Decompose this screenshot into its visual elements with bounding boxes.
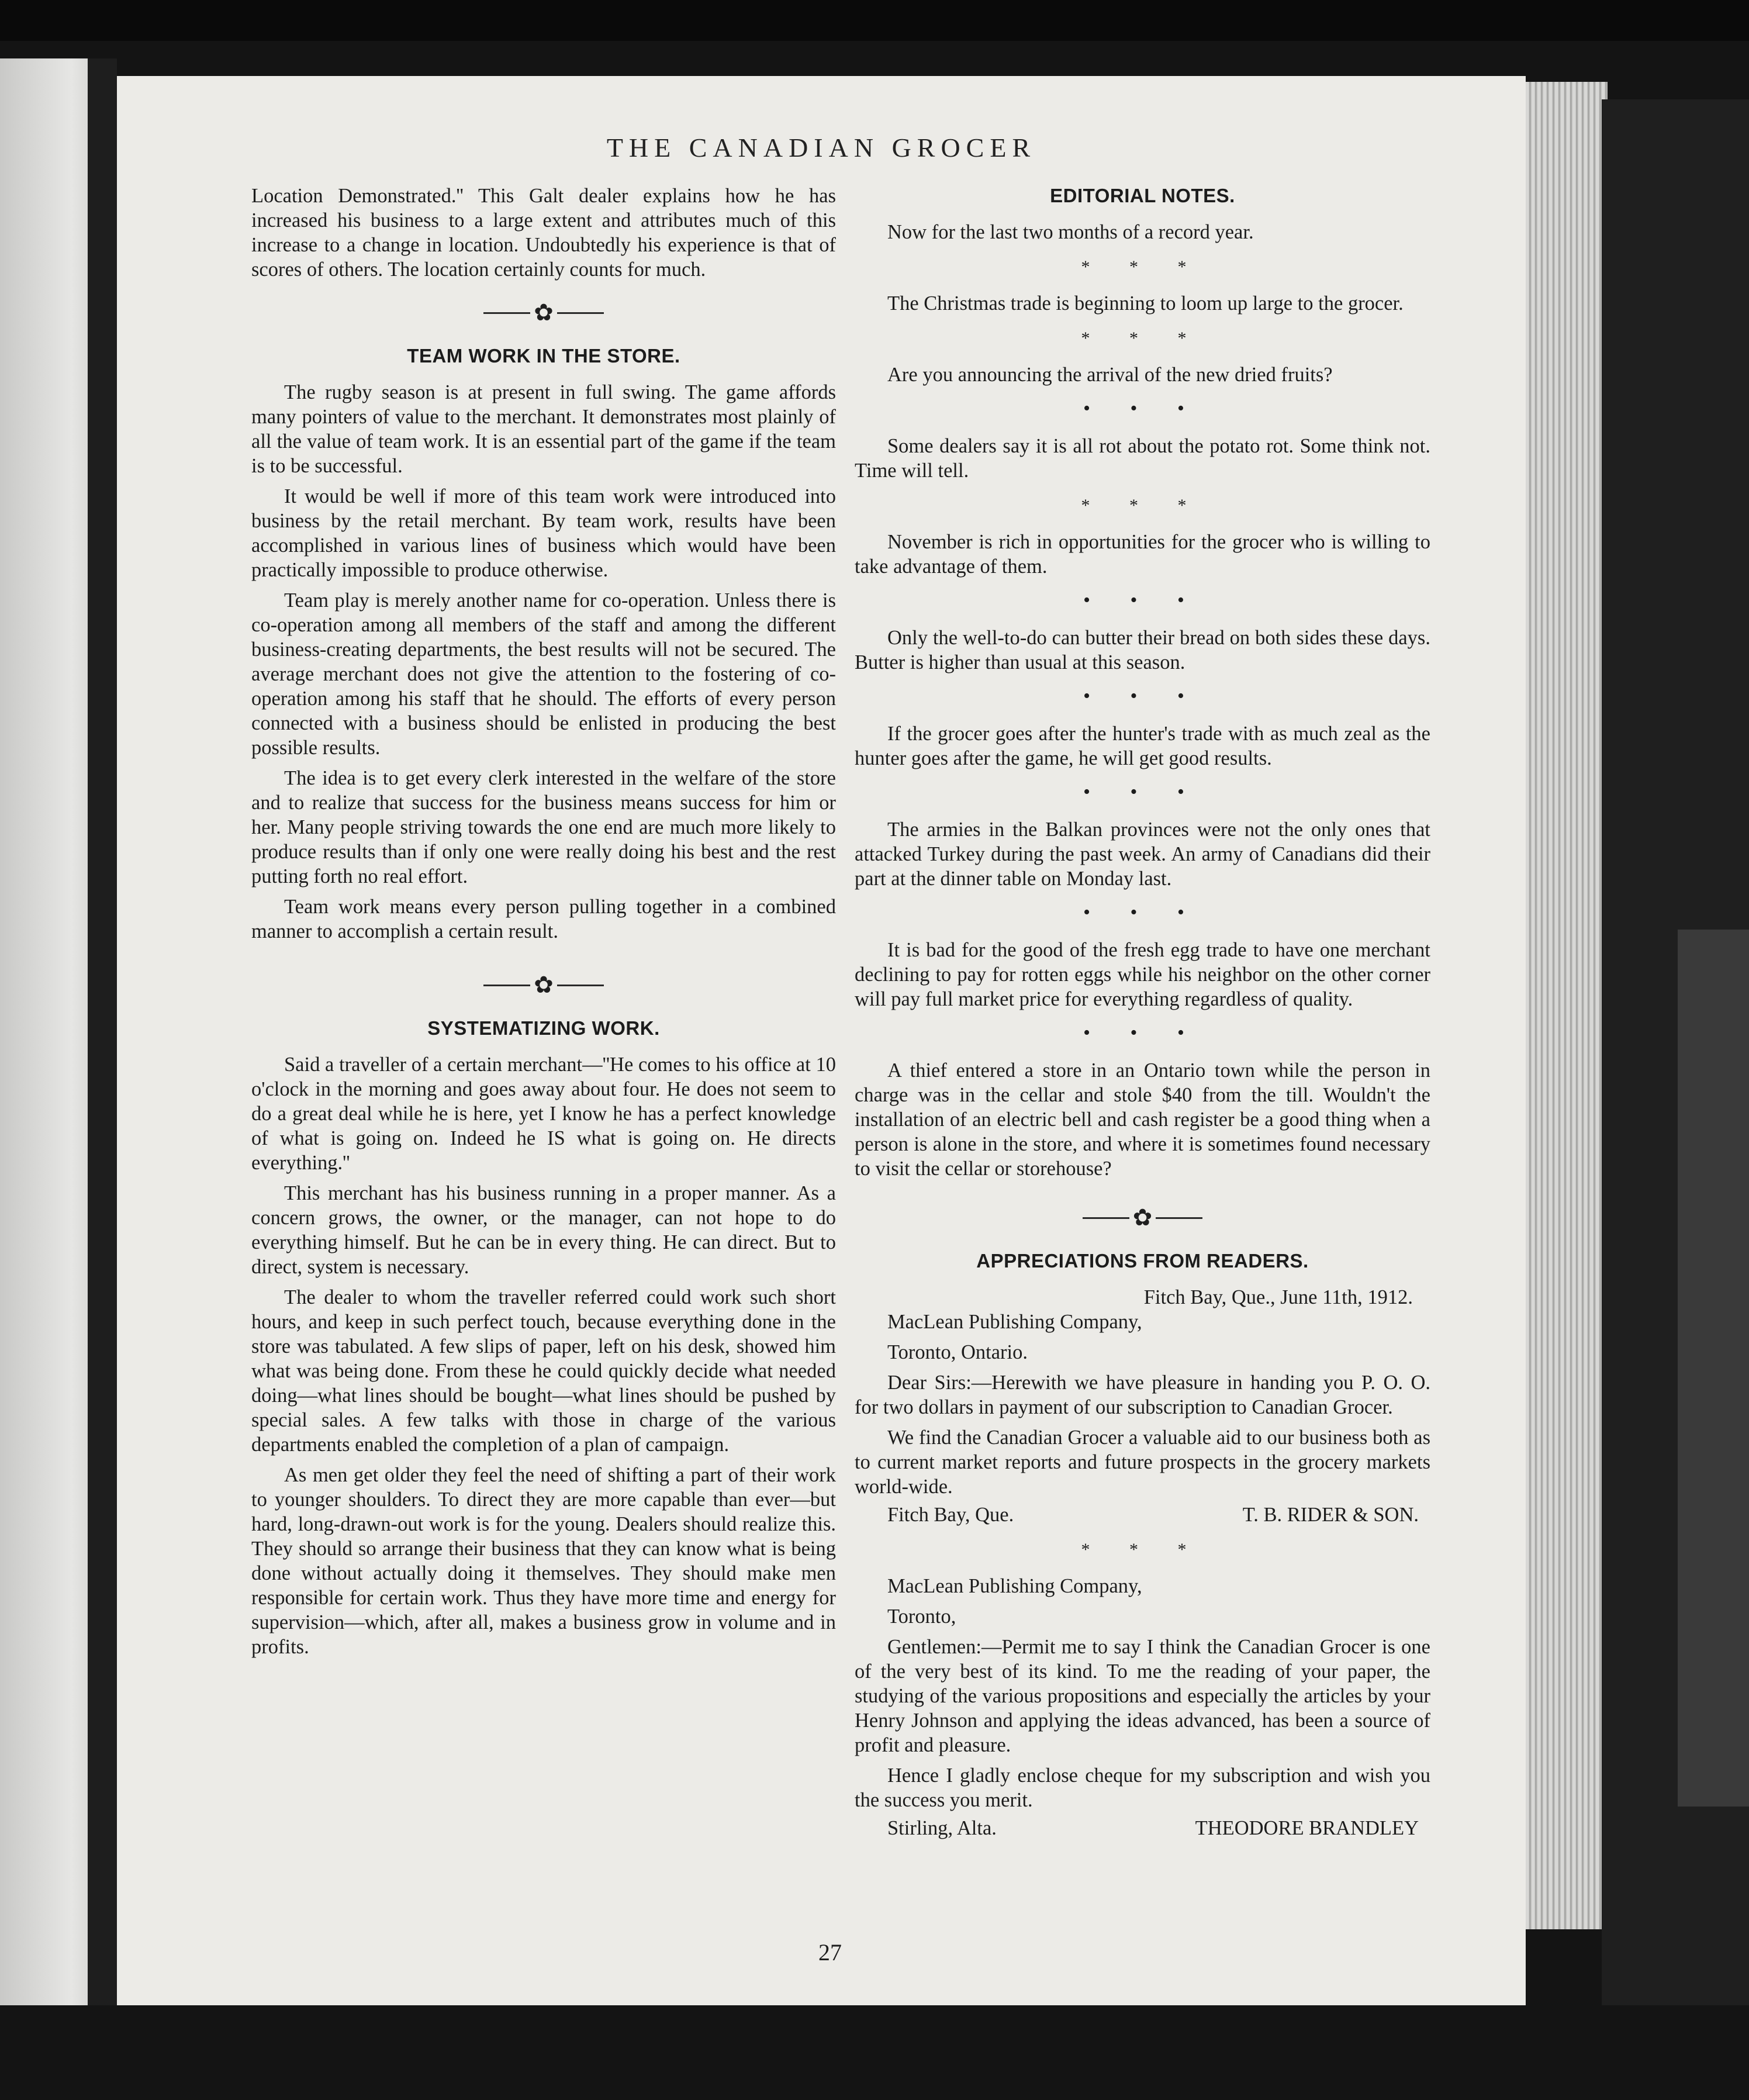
editorial-note [855, 530, 1430, 579]
left-column [251, 184, 836, 1659]
article-paragraph: As men get older they feel the need of shifting a part of their work to younger shoulders. To direct they are more capable than ever—but hard, long-drawn-out work is for the young. Dealers should realize this. They should so arrange their business that they can know what is being done without actually doing it themselves. They should make men responsible for certain work. Thus they have more time and energy for supervision—which, after all, makes a business grow in volume and in profits. [251, 1464, 836, 1659]
letter-signoff [855, 1816, 1430, 1840]
note-separator: • • • [1083, 781, 1202, 803]
running-title: THE CANADIAN GROCER [606, 133, 1036, 163]
note-text: Are you announcing the arrival of the new dried fruits? [887, 364, 1333, 386]
right-column [855, 184, 1430, 1844]
letter-place: Fitch Bay, Que. [887, 1504, 1014, 1526]
editorial-note [855, 721, 1430, 771]
letter-rider [855, 1285, 1430, 1527]
letter-place: Stirling, Alta. [887, 1817, 997, 1840]
scan-border-top [0, 0, 1749, 41]
article-paragraph: Team play is merely another name for co-operation. Unless there is co-operation among all members of the staff and among the different business-creating departments, the best results will not be secured. The average merchant does not give the attention to the fostering of co-operation among his staff that he should. The efforts of every person connected with a business should be enlisted in producing the best possible results. [251, 589, 836, 759]
note-separator: • • • [1083, 685, 1202, 707]
letter-paragraph: Gentlemen:—Permit me to say I think the Canadian Grocer is one of the very best of its kind. To me the reading of your paper, the studying of the various propositions and especially the articles by your Henry Johnson and applying the ideas advanced, has been a source of profit and pleasure. [855, 1636, 1430, 1757]
editorial-note [855, 1058, 1430, 1181]
note-separator: • • • [1083, 1022, 1202, 1044]
note-separator: * * * [1081, 496, 1204, 515]
letter-addressee: MacLean Publishing Company, [887, 1575, 1142, 1598]
note-text: Only the well-to-do can butter their bread on both sides these days. Butter is higher than usual at this season. [855, 627, 1430, 673]
systematizing-heading: SYSTEMATIZING WORK. [427, 1017, 660, 1039]
intro-paragraph: Location Demonstrated.'' This Galt dealer explains how he has increased his business to a large extent and attributes much of this increase to a change in location. Undoubtedly his experience is that of scores of others. The location certainly counts for much. [251, 185, 836, 281]
editorial-note [855, 626, 1430, 675]
article-paragraph: The idea is to get every clerk interested in the welfare of the store and to realize that success for the business means success for him or her. Many people striving towards the one end are much more likely to produce results than if only one were really doing his best and the rest putting forth no real effort. [251, 767, 836, 888]
ornament-rule [557, 985, 604, 986]
ornament-rule [557, 312, 604, 314]
letter-signoff [855, 1503, 1430, 1527]
ornament-rule [1156, 1217, 1202, 1219]
flower-icon: ✿ [1132, 1204, 1153, 1231]
flower-icon: ✿ [534, 972, 554, 999]
page-number: 27 [818, 1939, 842, 1966]
ornament-rule [483, 312, 530, 314]
letter-city: Toronto, [887, 1605, 956, 1628]
note-text: A thief entered a store in an Ontario town while the person in charge was in the cellar and stole $40 from the till. Wouldn't the installation of an electric bell and cash register be a good thing when a person is alone in the store, and where it is sometimes found necessary to visit the cellar or storehouse? [855, 1059, 1430, 1180]
section-ornament [855, 1204, 1430, 1230]
article-paragraph: This merchant has his business running in a proper manner. As a concern grows, the owner, or the manager, can not hope to do everything himself. But he can be in every thing. He can direct. But to direct, system is necessary. [251, 1182, 836, 1279]
letter-signature: THEODORE BRANDLEY [1195, 1817, 1419, 1840]
flower-icon: ✿ [534, 299, 554, 326]
note-text: The Christmas trade is beginning to loom up large to the grocer. [887, 292, 1404, 315]
letter-paragraph: We find the Canadian Grocer a valuable aid to our business both as to current market reports and future prospects in the grocery markets world-wide. [855, 1427, 1430, 1498]
ornament-rule [1083, 1217, 1129, 1219]
note-text: It is bad for the good of the fresh egg trade to have one merchant declining to pay for rotten eggs while his neighbor on the other corner will pay full market price for everything regardless of quality. [855, 939, 1430, 1010]
letter-separator: * * * [1081, 1540, 1204, 1560]
letter-signature: T. B. RIDER & SON. [1242, 1504, 1419, 1526]
editorial-note [855, 291, 1430, 316]
note-text: November is rich in opportunities for the grocer who is willing to take advantage of them. [855, 531, 1430, 578]
note-text: If the grocer goes after the hunter's trade with as much zeal as the hunter goes after the game, he will get good results. [855, 723, 1430, 769]
note-text: Some dealers say it is all rot about the potato rot. Some think not. Time will tell. [855, 435, 1430, 482]
book-gutter [88, 58, 117, 2005]
note-text: Now for the last two months of a record year. [887, 221, 1254, 243]
editorial-note [855, 220, 1430, 244]
letter-paragraph: Hence I gladly enclose cheque for my subscription and wish you the success you merit. [855, 1764, 1430, 1812]
scan-border-strip [1678, 930, 1749, 1807]
section-ornament [251, 299, 836, 325]
note-separator: • • • [1083, 902, 1202, 923]
letter-brandley [855, 1574, 1430, 1840]
article-paragraph: It would be well if more of this team work were introduced into business by the retail merchant. By team work, results have been accomplished in various lines of business which would have been practically impossible to produce otherwise. [251, 485, 836, 582]
team-work-heading: TEAM WORK IN THE STORE. [407, 345, 680, 367]
ornament-rule [483, 985, 530, 986]
page-stack-edge [1526, 82, 1608, 1929]
letter-city: Toronto, Ontario. [887, 1341, 1028, 1364]
editorial-note [855, 938, 1430, 1011]
note-text: The armies in the Balkan provinces were not the only ones that attacked Turkey during the past week. An army of Canadians did their part at the dinner table on Monday last. [855, 818, 1430, 890]
letter-paragraph: Dear Sirs:—Herewith we have pleasure in handing you P. O. O. for two dollars in payment of our subscription to Canadian Grocer. [855, 1372, 1430, 1419]
letter-date: Fitch Bay, Que., June 11th, 1912. [1143, 1286, 1413, 1309]
facing-page-edge [0, 58, 102, 2005]
note-separator: * * * [1081, 257, 1204, 277]
note-separator: * * * [1081, 329, 1204, 348]
note-separator: • • • [1083, 398, 1202, 419]
article-paragraph: The dealer to whom the traveller referred could work such short hours, and keep in such perfect touch, because everything done in the store was tabulated. A few slips of paper, left on his desk, showed him what was being done. From these he could quickly decide what needed doing—what lines should be bought—what lines should be pushed by special sales. A few talks with those in charge of the various departments enabled the completion of a plan of campaign. [251, 1286, 836, 1456]
editorial-heading: EDITORIAL NOTES. [1050, 185, 1235, 206]
editorial-note [855, 434, 1430, 483]
letter-addressee: MacLean Publishing Company, [887, 1311, 1142, 1334]
editorial-note [855, 362, 1430, 387]
article-paragraph: Team work means every person pulling together in a combined manner to accomplish a certain result. [251, 896, 836, 943]
article-paragraph: The rugby season is at present in full swing. The game affords many pointers of value to the merchant. It demonstrates most plainly of all the value of team work. It is an essential part of the game if the team is to be successful. [251, 381, 836, 478]
article-paragraph: Said a traveller of a certain merchant—''He comes to his office at 10 o'clock in the morning and goes away about four. He does not seem to do a great deal while he is here, yet I know he has a perfect knowledge of what is going on. Indeed he IS what is going on. He directs everything.'' [251, 1054, 836, 1175]
editorial-note [855, 817, 1430, 891]
appreciations-heading: APPRECIATIONS FROM READERS. [976, 1250, 1309, 1272]
note-separator: • • • [1083, 589, 1202, 611]
section-ornament [251, 972, 836, 997]
